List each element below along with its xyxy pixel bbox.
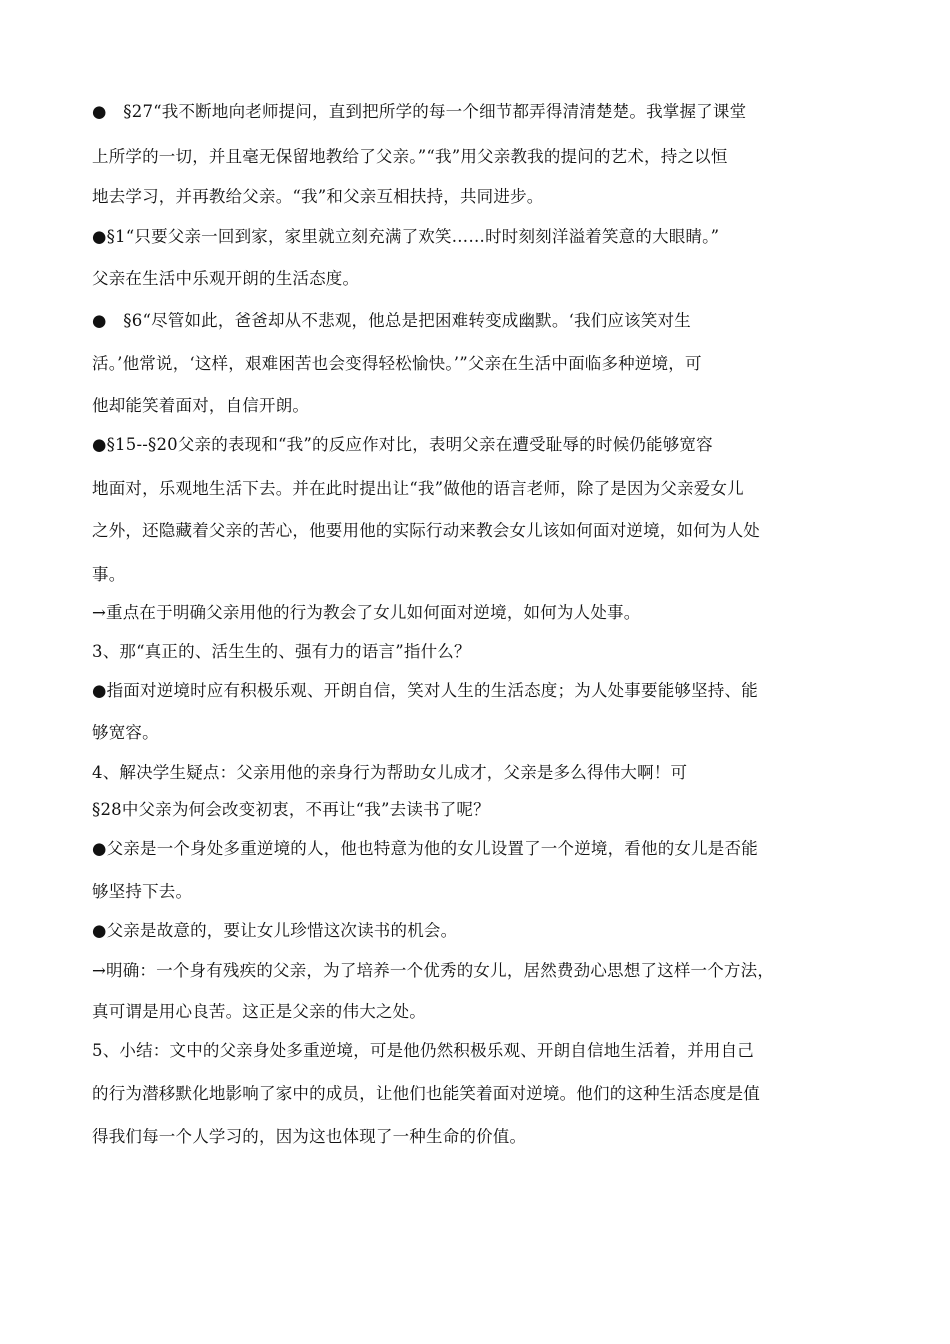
text-line: 他却能笑着面对，自信开朗。 — [92, 396, 310, 415]
text-line: 够坚持下去。 — [92, 882, 193, 901]
text-line: ● §27“我不断地向老师提问，直到把所学的每一个细节都弄得清清楚楚。我掌握了课堂 — [92, 102, 747, 121]
section-heading: 4、解决学生疑点：父亲用他的亲身行为帮助女儿成才，父亲是多么得伟大啊！可 — [92, 763, 688, 782]
section-heading: 5、小结：文中的父亲身处多重逆境，可是他仍然积极乐观、开朗自信地生活着，并用自己 — [92, 1041, 754, 1060]
text-line: 之外，还隐藏着父亲的苦心，他要用他的实际行动来教会女儿该如何面对逆境，如何为人处 — [92, 521, 760, 540]
text-line: 地面对，乐观地生活下去。并在此时提出让“我”做他的语言老师，除了是因为父亲爱女儿 — [92, 479, 744, 498]
text-line: 事。 — [92, 565, 126, 584]
text-line: ●指面对逆境时应有积极乐观、开朗自信，笑对人生的生活态度；为人处事要能够坚持、能 — [92, 681, 758, 700]
text-line: ●父亲是故意的，要让女儿珍惜这次读书的机会。 — [92, 921, 458, 940]
text-line: 地去学习，并再教给父亲。“我”和父亲互相扶持，共同进步。 — [92, 187, 544, 206]
text-line: →重点在于明确父亲用他的行为教会了女儿如何面对逆境，如何为人处事。 — [92, 603, 641, 622]
text-line: ●§15--§20父亲的表现和“我”的反应作对比，表明父亲在遭受耻辱的时候仍能够宽容 — [92, 435, 713, 454]
text-line: 得我们每一个人学习的，因为这也体现了一种生命的价值。 — [92, 1127, 527, 1146]
text-line: →明确：一个身有残疾的父亲，为了培养一个优秀的女儿，居然费劲心思想了这样一个方法， — [92, 961, 775, 980]
text-line: 够宽容。 — [92, 723, 159, 742]
text-line: 真可谓是用心良苦。这正是父亲的伟大之处。 — [92, 1002, 426, 1021]
text-line: 父亲在生活中乐观开朗的生活态度。 — [92, 269, 360, 288]
text-line: §28中父亲为何会改变初衷，不再让“我”去读书了呢？ — [92, 800, 490, 819]
text-line: ●父亲是一个身处多重逆境的人，他也特意为他的女儿设置了一个逆境，看他的女儿是否能 — [92, 839, 758, 858]
text-line: ● §6“尽管如此，爸爸却从不悲观，他总是把困难转变成幽默。‘我们应该笑对生 — [92, 311, 691, 330]
text-line: 的行为潜移默化地影响了家中的成员，让他们也能笑着面对逆境。他们的这种生活态度是值 — [92, 1084, 760, 1103]
section-heading: 3、那“真正的、活生生的、强有力的语言”指什么？ — [92, 642, 471, 661]
text-line: 活。’他常说，‘这样，艰难困苦也会变得轻松愉快。’”父亲在生活中面临多种逆境，可 — [92, 354, 702, 373]
text-line: ●§1“只要父亲一回到家，家里就立刻充满了欢笑……时时刻刻洋溢着笑意的大眼睛。” — [92, 227, 720, 246]
text-line: 上所学的一切，并且毫无保留地教给了父亲。”“我”用父亲教我的提问的艺术，持之以恒 — [92, 147, 728, 166]
